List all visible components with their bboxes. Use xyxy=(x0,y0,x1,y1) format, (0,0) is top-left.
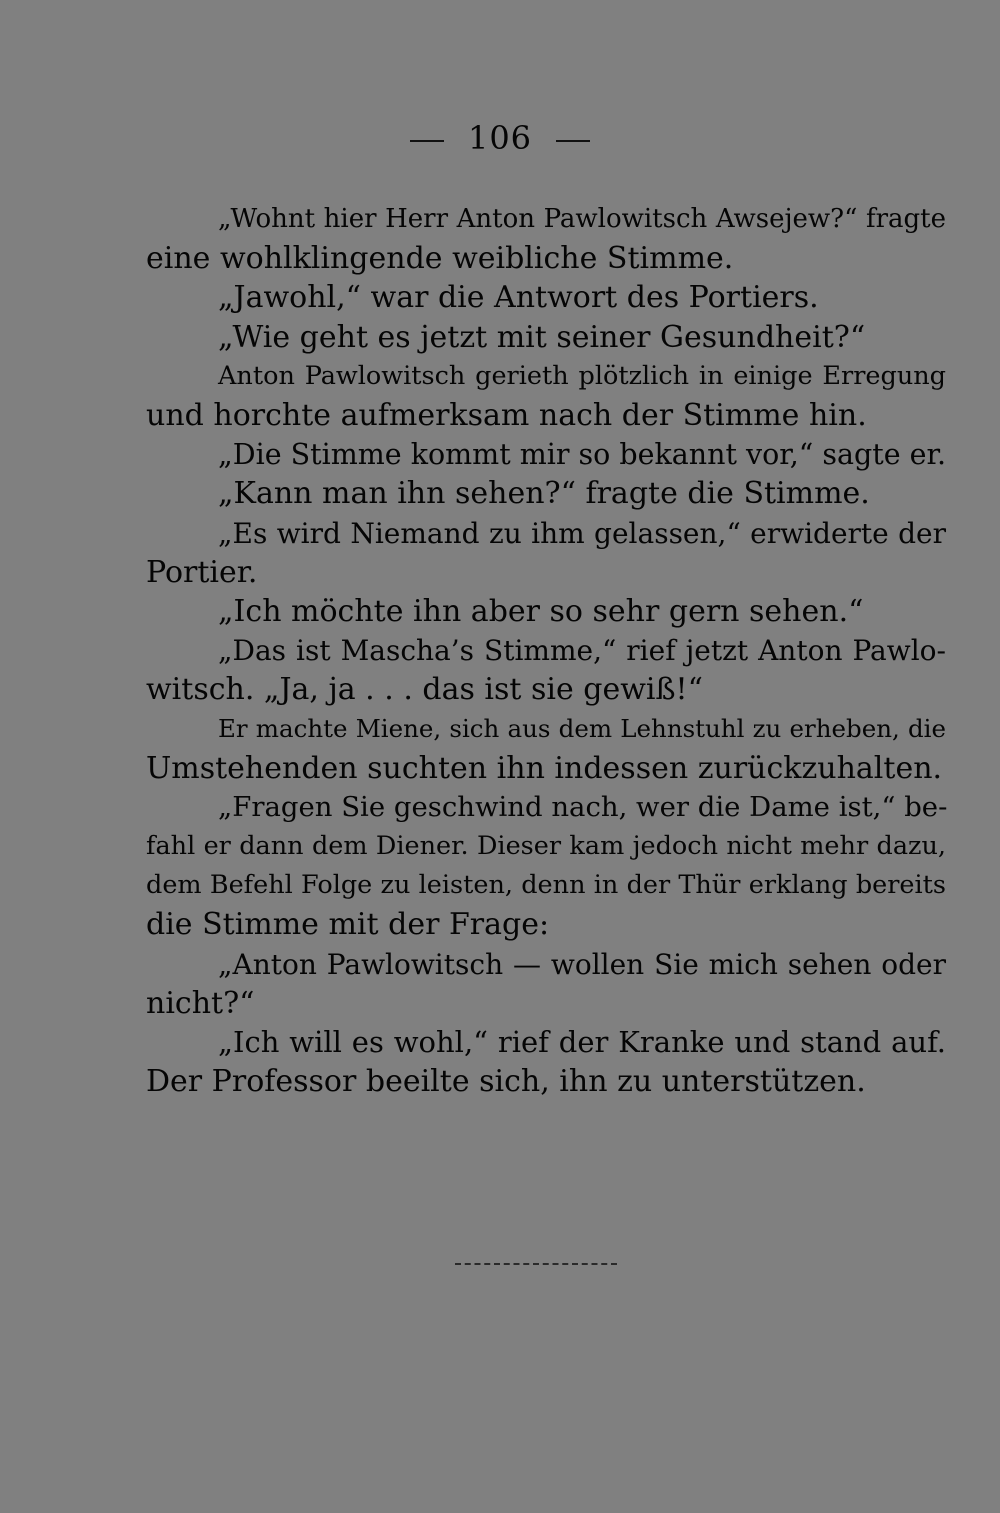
text-line: witsch. „Ja, ja . . . das ist sie gewiß!“ xyxy=(146,672,703,708)
text-line: die Stimme mit der Frage: xyxy=(146,907,550,943)
text-line: „Die Stimme kommt mir so bekannt vor,“ sagte er. xyxy=(218,438,947,472)
text-line: „Jawohl,“ war die Antwort des Portiers. xyxy=(218,280,819,316)
text-line: „Wohnt hier Herr Anton Pawlowitsch Awsejew?“ fragte xyxy=(218,204,946,234)
body-text xyxy=(146,200,946,1101)
text-line: und horchte aufmerksam nach der Stimme hin. xyxy=(146,397,867,433)
text-line: „Es wird Niemand zu ihm gelassen,“ erwiderte der xyxy=(218,516,946,550)
end-rule xyxy=(455,1263,617,1265)
text-line: „Ich möchte ihn aber so sehr gern sehen.“ xyxy=(218,593,864,629)
text-line: Umstehenden suchten ihn indessen zurückzuhalten. xyxy=(146,750,943,786)
header-dash-right xyxy=(556,140,590,142)
text-line: Der Professor beeilte sich, ihn zu unterstützen. xyxy=(146,1064,866,1100)
header-dash-left xyxy=(410,140,444,142)
text-line: eine wohlklingende weibliche Stimme. xyxy=(146,241,734,277)
page-number: 106 xyxy=(467,119,533,157)
text-line: Er machte Miene, sich aus dem Lehnstuhl zu erheben, die xyxy=(218,714,946,744)
text-line: „Wie geht es jetzt mit seiner Gesundheit?“ xyxy=(218,319,866,355)
text-line: nicht?“ xyxy=(146,985,255,1021)
text-line: „Das ist Mascha’s Stimme,“ rief jetzt Anton Pawlo- xyxy=(218,634,946,668)
text-line: dem Befehl Folge zu leisten, denn in der Thür erklang bereits xyxy=(146,870,946,901)
text-line: „Anton Pawlowitsch — wollen Sie mich sehen oder xyxy=(218,947,946,981)
text-line: Portier. xyxy=(146,554,258,590)
text-line: „Ich will es wohl,“ rief der Kranke und stand auf. xyxy=(218,1024,946,1059)
text-line: fahl er dann dem Diener. Dieser kam jedoch nicht mehr dazu, xyxy=(146,831,946,861)
text-line: Anton Pawlowitsch gerieth plötzlich in einige Erregung xyxy=(218,360,946,391)
text-line: „Kann man ihn sehen?“ fragte die Stimme. xyxy=(218,476,870,512)
page-header xyxy=(0,118,1000,158)
text-line: „Fragen Sie geschwind nach, wer die Dame ist,“ be- xyxy=(218,790,948,823)
